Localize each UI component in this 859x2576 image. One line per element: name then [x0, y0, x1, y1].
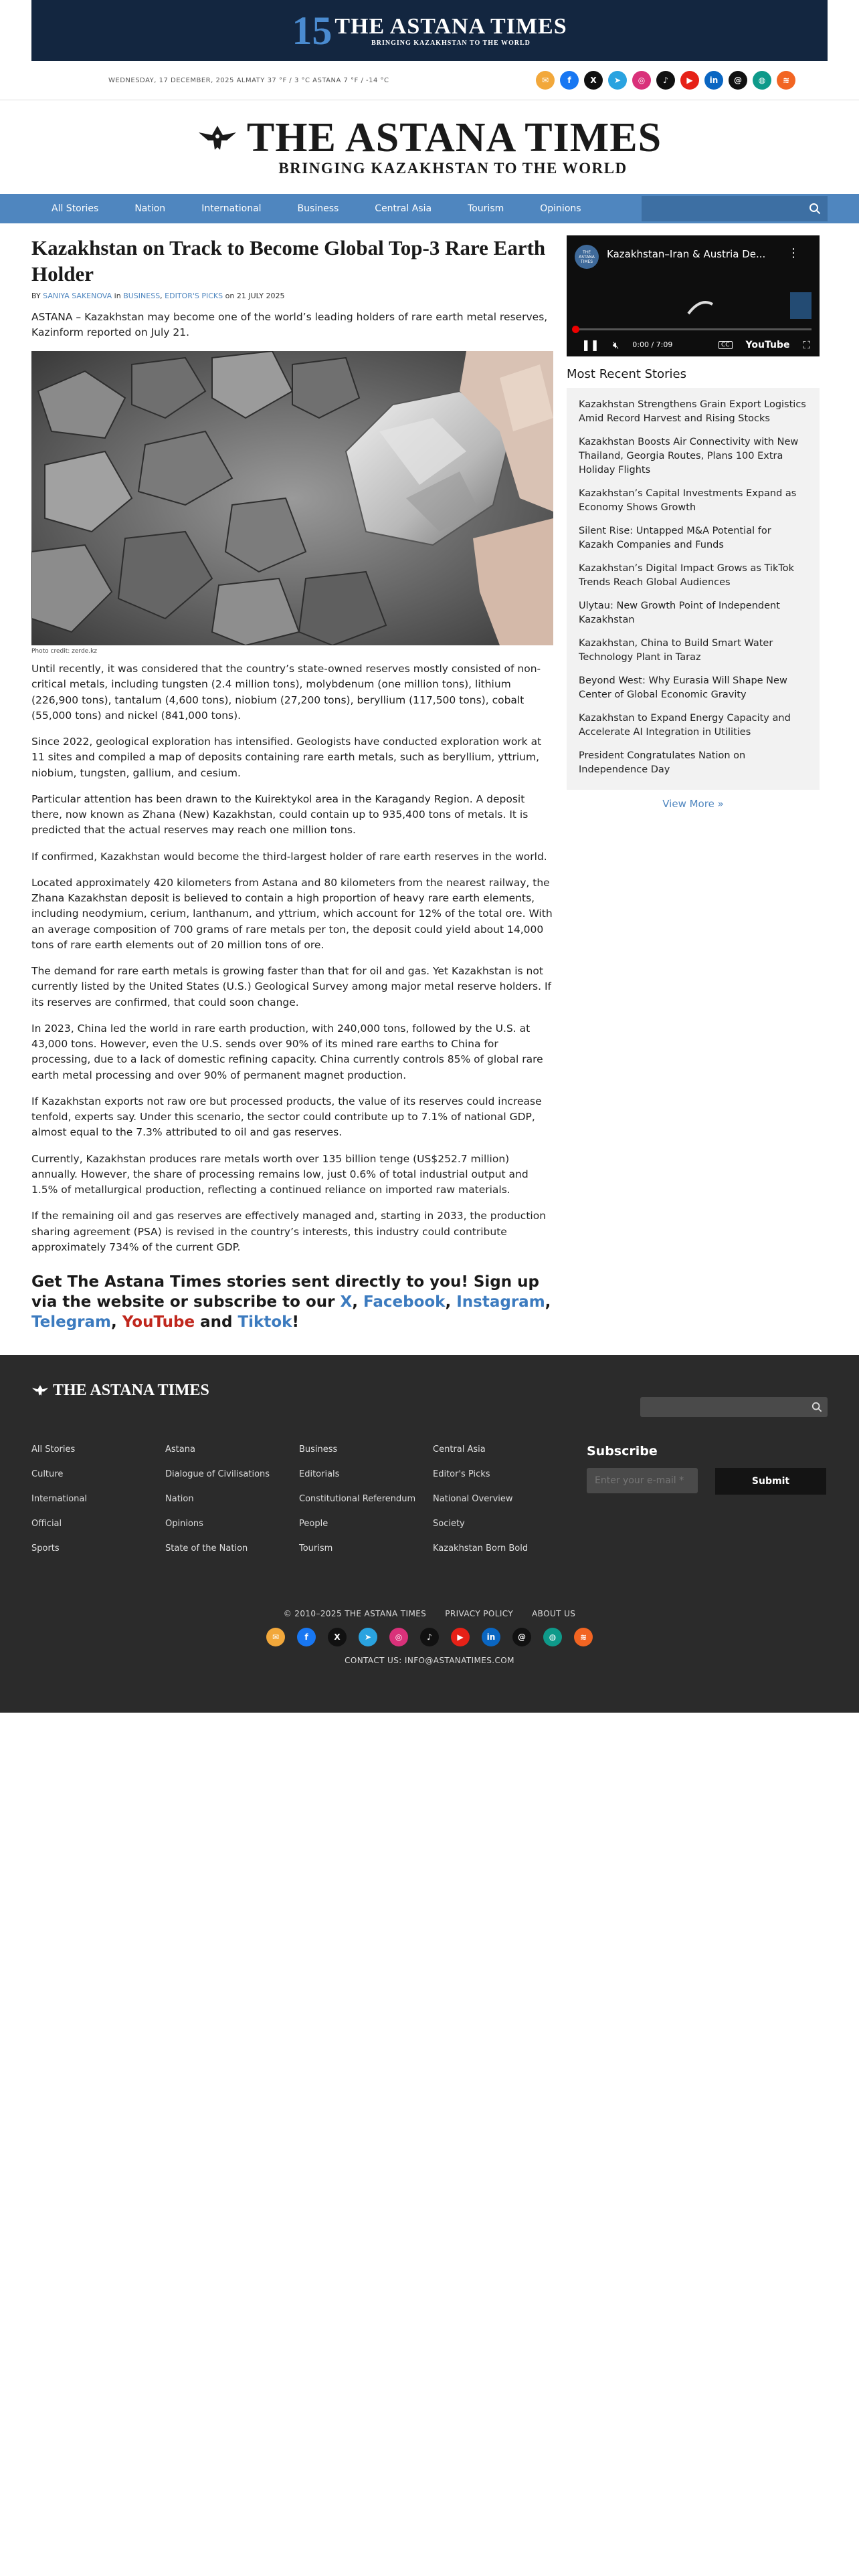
linkedin-icon[interactable]: in — [482, 1628, 500, 1646]
chat-icon[interactable]: ◍ — [753, 71, 771, 90]
top-banner[interactable] — [31, 0, 828, 61]
footer-link[interactable]: All Stories — [31, 1444, 76, 1455]
video-progress-bar[interactable] — [575, 328, 812, 330]
captions-icon[interactable]: CC — [719, 341, 733, 349]
email-icon[interactable]: ✉ — [266, 1628, 285, 1646]
fullscreen-icon[interactable]: ⛶ — [803, 338, 810, 351]
privacy-policy-link[interactable]: PRIVACY POLICY — [445, 1608, 514, 1618]
cta-and: and — [200, 1313, 233, 1331]
cta-text: Get The Astana Times stories sent directly to you! Sign up via the website or subscribe to our — [31, 1273, 539, 1311]
footer-link[interactable]: Nation — [165, 1493, 194, 1504]
article-lead: ASTANA – Kazakhstan may become one of the world’s leading holders of rare earth metal reserves, Kazinform reported on July 21. — [31, 310, 548, 338]
recent-story-link[interactable]: Silent Rise: Untapped M&A Potential for Kazakh Companies and Funds — [579, 526, 771, 551]
footer-link[interactable]: Astana — [165, 1444, 195, 1455]
recent-story-link[interactable]: Kazakhstan to Expand Energy Capacity and Accelerate AI Integration in Utilities — [579, 713, 791, 738]
nav-item-central-asia[interactable]: Central Asia — [375, 203, 432, 214]
cta-tiktok-link[interactable]: Tiktok — [237, 1313, 292, 1331]
youtube-logo[interactable]: YouTube — [745, 339, 790, 350]
facebook-icon[interactable]: f — [560, 71, 579, 90]
instagram-icon[interactable]: ◎ — [389, 1628, 408, 1646]
chat-icon[interactable]: ◍ — [543, 1628, 562, 1646]
article-paragraph: If the remaining oil and gas reserves are effectively managed and, starting in 2033, the production sharing agreement (PSA) is revised in the country’s interests, this industry could contribute approximately 734% of the current GDP. — [31, 1210, 547, 1253]
rss-icon[interactable]: ≋ — [574, 1628, 593, 1646]
video-player[interactable] — [567, 235, 820, 356]
footer — [0, 1355, 859, 1713]
footer-link[interactable]: Constitutional Referendum — [299, 1493, 416, 1504]
x-icon[interactable]: X — [328, 1628, 347, 1646]
recent-story-link[interactable]: Kazakhstan Strengthens Grain Export Logistics Amid Record Harvest and Rising Stocks — [579, 399, 806, 425]
footer-link[interactable]: Dialogue of Civilisations — [165, 1469, 270, 1479]
facebook-icon[interactable]: f — [297, 1628, 316, 1646]
tiktok-icon[interactable]: ♪ — [420, 1628, 439, 1646]
footer-link[interactable]: Culture — [31, 1469, 64, 1479]
youtube-icon[interactable]: ▶ — [451, 1628, 470, 1646]
article-byline: BY SANIYA SAKENOVA in BUSINESS, EDITOR'S PICKS on 21 JULY 2025 — [31, 291, 285, 300]
cta-instagram-link[interactable]: Instagram — [456, 1293, 545, 1311]
footer-link[interactable]: International — [31, 1493, 87, 1504]
footer-logo-text: THE ASTANA TIMES — [53, 1381, 209, 1399]
article-paragraph: Particular attention has been drawn to the Kuirektykol area in the Karagandy Region. A deposit there, now known as Zhana (New) Kazakhstan, could contain up to 935,400 tons of metals. It is predicted that the actual reserves may reach one million tons. — [31, 792, 529, 837]
banner-tagline: BRINGING KAZAKHSTAN TO THE WORLD — [371, 39, 531, 47]
cta-facebook-link[interactable]: Facebook — [363, 1293, 446, 1311]
footer-link[interactable]: Business — [299, 1444, 338, 1455]
footer-link[interactable]: People — [299, 1518, 328, 1529]
instagram-icon[interactable]: ◎ — [632, 71, 651, 90]
nav-item-opinions[interactable]: Opinions — [540, 203, 581, 214]
footer-search-input[interactable] — [640, 1397, 828, 1417]
article — [31, 235, 553, 1333]
recent-story-link[interactable]: Ulytau: New Growth Point of Independent Kazakhstan — [579, 601, 780, 626]
search-icon[interactable] — [812, 1402, 822, 1412]
cta-youtube-link[interactable]: YouTube — [122, 1313, 195, 1331]
cta-telegram-link[interactable]: Telegram — [31, 1313, 112, 1331]
social-links — [536, 71, 828, 90]
banner-title: THE ASTANA TIMES — [335, 14, 567, 39]
telegram-icon[interactable]: ➤ — [359, 1628, 377, 1646]
footer-link[interactable]: Kazakhstan Born Bold — [433, 1543, 529, 1553]
sidebar — [567, 235, 820, 1333]
footer-link[interactable]: Tourism — [299, 1543, 333, 1553]
article-date: 21 JULY 2025 — [236, 291, 285, 300]
most-recent-stories — [567, 367, 820, 810]
byline-by: BY — [31, 291, 41, 300]
footer-link[interactable]: Opinions — [165, 1518, 203, 1529]
nav-item-business[interactable]: Business — [297, 203, 339, 214]
banner-anniversary-number: 15 — [292, 8, 332, 53]
article-paragraph: If confirmed, Kazakhstan would become the third-largest holder of rare earth reserves in the world. — [31, 850, 547, 863]
contact-link[interactable]: CONTACT US: INFO@ASTANATIMES.COM — [345, 1655, 514, 1665]
footer-link[interactable]: Editor's Picks — [433, 1469, 490, 1479]
recent-story-link[interactable]: Kazakhstan’s Digital Impact Grows as TikTok Trends Reach Global Audiences — [579, 563, 795, 588]
article-paragraph: The demand for rare earth metals is growing faster than that for oil and gas. Yet Kazakhstan is not currently listed by the United States (U.S.) Geological Survey among major metal reserve holders. If its reserves are confirmed, that could soon change. — [31, 965, 552, 1008]
category-link-editors-picks[interactable]: EDITOR'S PICKS — [165, 291, 223, 300]
article-paragraph: Since 2022, geological exploration has intensified. Geologists have conducted exploration work at 11 sites and compiled a map of deposits containing rare earth metals, such as beryllium, yttrium, niobium, tungsten, gallium, and cesium. — [31, 736, 542, 779]
info-bar — [31, 61, 828, 100]
threads-icon[interactable]: @ — [729, 71, 747, 90]
view-more-link[interactable]: View More » — [662, 798, 724, 811]
footer-link[interactable]: Official — [31, 1518, 62, 1529]
article-paragraph: Located approximately 420 kilometers from Astana and 80 kilometers from the nearest railway, the Zhana Kazakhstan deposit is believed to contain a high proportion of heavy rare earth elements, including neodymium, cerium, lanthanum, and yttrium, which account for 12% of the total ore. With an average composition of 700 grams of rare metals per ton, the deposit could yield about 14,000 tons of rare earth elements out of 20 million tons of ore. — [31, 876, 553, 951]
nav-item-all-stories[interactable]: All Stories — [52, 203, 99, 214]
subscribe-form — [587, 1444, 826, 1495]
masthead[interactable] — [0, 100, 859, 194]
date-weather-text: WEDNESDAY, 17 DECEMBER, 2025 ALMATY 37 °F / 3 °C ASTANA 7 °F / -14 °C — [108, 76, 389, 84]
footer-logo[interactable] — [31, 1382, 209, 1400]
article-headline: Kazakhstan on Track to Become Global Top-3 Rare Earth Holder — [31, 236, 546, 286]
loading-spinner-icon — [686, 299, 715, 316]
telegram-icon[interactable]: ➤ — [608, 71, 627, 90]
category-link-business[interactable]: BUSINESS — [123, 291, 161, 300]
threads-icon[interactable]: @ — [512, 1628, 531, 1646]
footer-link[interactable]: Central Asia — [433, 1444, 486, 1455]
email-field[interactable] — [587, 1468, 698, 1493]
linkedin-icon[interactable]: in — [704, 71, 723, 90]
footer-link[interactable]: State of the Nation — [165, 1543, 248, 1553]
recent-story-link[interactable]: Kazakhstan, China to Build Smart Water Technology Plant in Taraz — [579, 638, 773, 663]
nav-item-tourism[interactable]: Tourism — [468, 203, 504, 214]
video-thumbnail-logo — [790, 292, 812, 319]
more-options-icon[interactable]: ⋮ — [787, 246, 799, 260]
recent-story-link[interactable]: Beyond West: Why Eurasia Will Shape New Center of Global Economic Gravity — [579, 675, 787, 701]
copyright-text: © 2010–2025 THE ASTANA TIMES — [283, 1608, 427, 1618]
recent-story-link[interactable]: President Congratulates Nation on Independence Day — [579, 750, 746, 776]
photo-credit: Photo credit: zerde.kz — [31, 648, 98, 655]
email-icon[interactable]: ✉ — [536, 71, 555, 90]
article-paragraph: Until recently, it was considered that the country’s state-owned reserves mostly consisted of non-critical metals, including tungsten (2.4 million tons), molybdenum (one million tons), lithium (226,900 tons), tantalum (4,600 tons), niobium (27,200 tons), beryllium (117,500 tons), cobalt (55,000 tons) and nickel (841,000 tons). — [31, 663, 541, 722]
recent-story-link[interactable]: Kazakhstan Boosts Air Connectivity with New Thailand, Georgia Routes, Plans 100 Extra Holiday Flights — [579, 437, 799, 476]
footer-link[interactable]: Society — [433, 1518, 465, 1529]
pause-icon[interactable]: ❚❚ — [581, 338, 599, 351]
most-recent-title: Most Recent Stories — [567, 367, 686, 381]
article-photo — [31, 351, 553, 645]
eagle-logo-icon — [197, 123, 237, 152]
byline-on: on — [225, 291, 235, 300]
article-paragraph: In 2023, China led the world in rare earth production, with 240,000 tons, followed by the U.S. at 43,000 tons. However, even the U.S. sends over 90% of its mined rare earths to China for processing, due to a lack of domestic refining capacity. China currently controls 85% of global rare earth metal processing and over 90% of permanent magnet production. — [31, 1022, 543, 1081]
author-link[interactable]: SANIYA SAKENOVA — [43, 291, 112, 300]
video-title[interactable]: Kazakhstan–Iran & Austria De... — [607, 248, 766, 260]
subscribe-title: Subscribe — [587, 1443, 658, 1459]
footer-link[interactable]: Editorials — [299, 1469, 340, 1479]
search-icon[interactable] — [809, 203, 821, 215]
mute-icon[interactable]: 🔇︎ — [612, 338, 619, 351]
footer-links — [31, 1444, 567, 1568]
tiktok-icon[interactable]: ♪ — [656, 71, 675, 90]
article-paragraph: Currently, Kazakhstan produces rare metals worth over 135 billion tenge (US$252.7 million) annually. However, the share of processing remains low, just 0.6% of total industrial output and 1.5% of metallurgical production, reflecting a continued reliance on imported raw materials. — [31, 1152, 529, 1196]
main-nav — [0, 194, 859, 223]
nav-search-input[interactable] — [642, 196, 828, 221]
youtube-icon[interactable]: ▶ — [680, 71, 699, 90]
x-icon[interactable]: X — [584, 71, 603, 90]
nav-item-nation[interactable]: Nation — [134, 203, 166, 214]
footer-social-links — [31, 1628, 828, 1646]
site-subtitle: BRINGING KAZAKHSTAN TO THE WORLD — [278, 160, 628, 177]
footer-link[interactable]: Sports — [31, 1543, 60, 1553]
recent-story-link[interactable]: Kazakhstan’s Capital Investments Expand as Economy Shows Growth — [579, 488, 797, 514]
cta-x-link[interactable]: X — [340, 1293, 353, 1311]
site-title: THE ASTANA TIMES — [246, 115, 662, 160]
rss-icon[interactable]: ≋ — [777, 71, 795, 90]
footer-link[interactable]: National Overview — [433, 1493, 513, 1504]
submit-button[interactable]: Submit — [715, 1468, 826, 1495]
nav-item-international[interactable]: International — [201, 203, 262, 214]
footer-bottom — [31, 1609, 828, 1665]
subscribe-cta: Get The Astana Times stories sent directly to you! Sign up via the website or subscribe to our X, Facebook, Instagram, Telegram, YouTube and Tiktok! — [31, 1273, 551, 1331]
article-body — [31, 661, 553, 1255]
video-time: 0:00 / 7:09 — [632, 340, 673, 349]
about-us-link[interactable]: ABOUT US — [532, 1608, 576, 1618]
article-paragraph: If Kazakhstan exports not raw ore but processed products, the value of its reserves could increase tenfold, experts say. Under this scenario, the sector could contribute up to 7.1% of national GDP, almost equal to the 7.3% attributed to oil and gas reserves. — [31, 1095, 542, 1139]
eagle-logo-icon — [31, 1384, 49, 1397]
channel-avatar[interactable]: THE ASTANA TIMES — [575, 245, 599, 269]
byline-in: in — [114, 291, 121, 300]
